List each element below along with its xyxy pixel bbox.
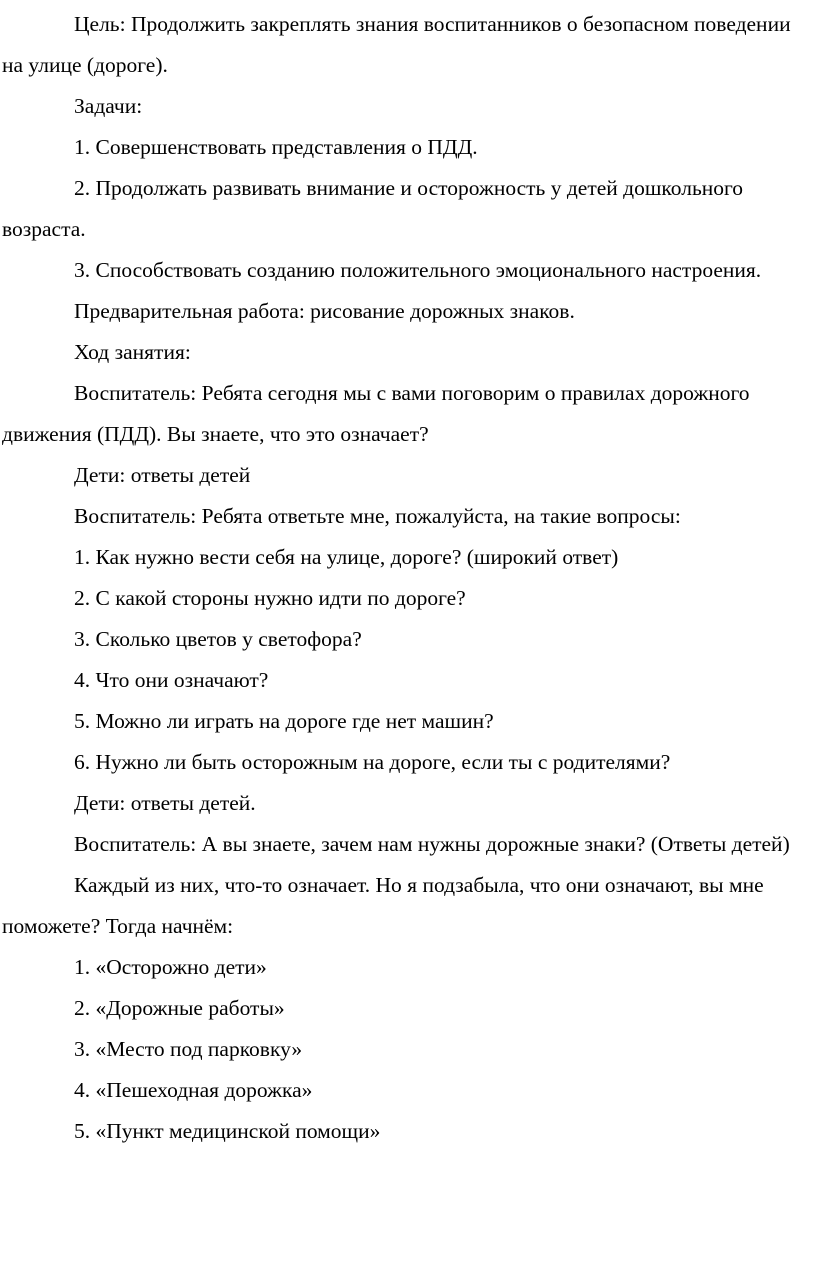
goal-paragraph: Цель: Продолжить закреплять знания воспитанников о безопасном поведении на улице (дороге). xyxy=(2,12,791,77)
children-answer-1: Дети: ответы детей xyxy=(74,463,251,487)
lesson-progress-heading: Ход занятия: xyxy=(74,340,191,364)
task-item-2: 2. Продолжать развивать внимание и осторожность у детей дошкольного возраста. xyxy=(2,176,744,241)
task-item-1: 1. Совершенствовать представления о ПДД. xyxy=(74,135,478,159)
question-item-3: 3. Сколько цветов у светофора? xyxy=(74,627,362,651)
task-item-3: 3. Способствовать созданию положительного эмоционального настроения. xyxy=(74,258,762,282)
sign-item-1: 1. «Осторожно дети» xyxy=(74,955,267,979)
sign-item-5: 5. «Пункт медицинской помощи» xyxy=(74,1119,381,1143)
tasks-heading: Задачи: xyxy=(74,94,143,118)
question-item-6: 6. Нужно ли быть осторожным на дороге, если ты с родителями? xyxy=(74,750,671,774)
sign-item-3: 3. «Место под парковку» xyxy=(74,1037,303,1061)
question-item-2: 2. С какой стороны нужно идти по дороге? xyxy=(74,586,466,610)
question-item-5: 5. Можно ли играть на дороге где нет машин? xyxy=(74,709,494,733)
preliminary-work-paragraph: Предварительная работа: рисование дорожных знаков. xyxy=(74,299,575,323)
sign-item-4: 4. «Пешеходная дорожка» xyxy=(74,1078,313,1102)
sign-item-2: 2. «Дорожные работы» xyxy=(74,996,285,1020)
question-item-1: 1. Как нужно вести себя на улице, дороге? (широкий ответ) xyxy=(74,545,619,569)
teacher-line-intro: Воспитатель: Ребята сегодня мы с вами поговорим о правилах дорожного движения (ПДД). Вы знаете, что это означает? xyxy=(2,381,750,446)
children-answer-2: Дети: ответы детей. xyxy=(74,791,256,815)
teacher-line-questions: Воспитатель: Ребята ответьте мне, пожалуйста, на такие вопросы: xyxy=(74,504,681,528)
teacher-line-signs: Воспитатель: А вы знаете, зачем нам нужны дорожные знаки? (Ответы детей) xyxy=(74,832,790,856)
question-item-4: 4. Что они означают? xyxy=(74,668,269,692)
signs-intro-paragraph: Каждый из них, что-то означает. Но я подзабыла, что они означают, вы мне поможете? Тогда начнём: xyxy=(2,873,764,938)
